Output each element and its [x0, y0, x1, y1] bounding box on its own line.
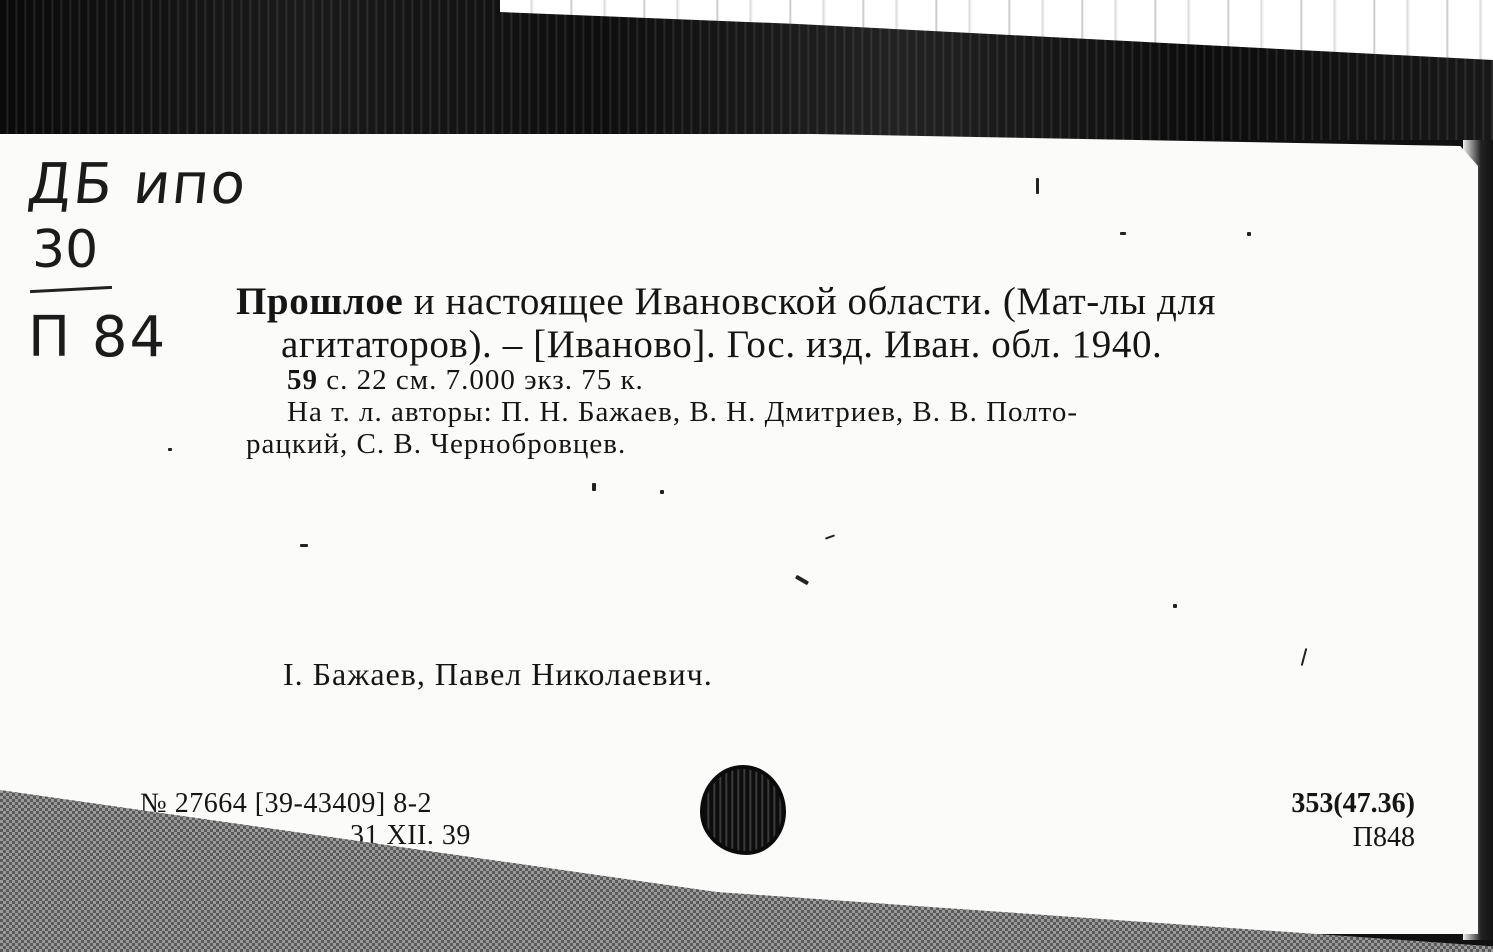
card-punch-hole — [700, 765, 786, 855]
entry-title-line — [236, 279, 1216, 324]
entry-title-bold: Прошлое — [236, 280, 404, 323]
handwritten-collection-mark: ДБ ипо — [24, 152, 251, 217]
card-date: 31 XII. 39 — [350, 820, 471, 851]
entry-imprint-line: агитаторов). – [Иваново]. Гос. изд. Иван. обл. 1940. — [281, 323, 1163, 366]
entry-note-line-continued: рацкий, С. В. Чернобровцев. — [246, 428, 627, 460]
entry-pages: 59 — [287, 364, 318, 396]
dust-speck — [1247, 232, 1251, 236]
entry-collation-line — [287, 364, 644, 397]
dust-speck — [300, 544, 308, 547]
dust-speck — [1036, 178, 1039, 194]
card-number-line: № 27664 [39-43409] 8-2 — [140, 788, 433, 819]
dust-speck — [168, 448, 172, 451]
dust-speck — [1120, 232, 1126, 235]
dust-speck — [660, 490, 664, 494]
entry-note-line: На т. л. авторы: П. Н. Бажаев, В. Н. Дмитриев, В. В. Полто- — [287, 396, 1079, 428]
handwritten-call-mark: П 84 — [28, 305, 168, 370]
entry-collation-rest: с. 22 см. 7.000 экз. 75 к. — [318, 364, 644, 396]
dust-speck — [1173, 604, 1177, 608]
classification-code: 353(47.36) — [1291, 788, 1415, 819]
entry-title-rest: и настоящее Ивановской области. (Мат-лы для — [403, 280, 1217, 323]
call-number: П848 — [1352, 822, 1415, 853]
handwritten-number: 30 — [32, 220, 99, 280]
added-entry-tracing: I. Бажаев, Павел Николаевич. — [283, 656, 713, 692]
dust-speck — [592, 483, 596, 491]
